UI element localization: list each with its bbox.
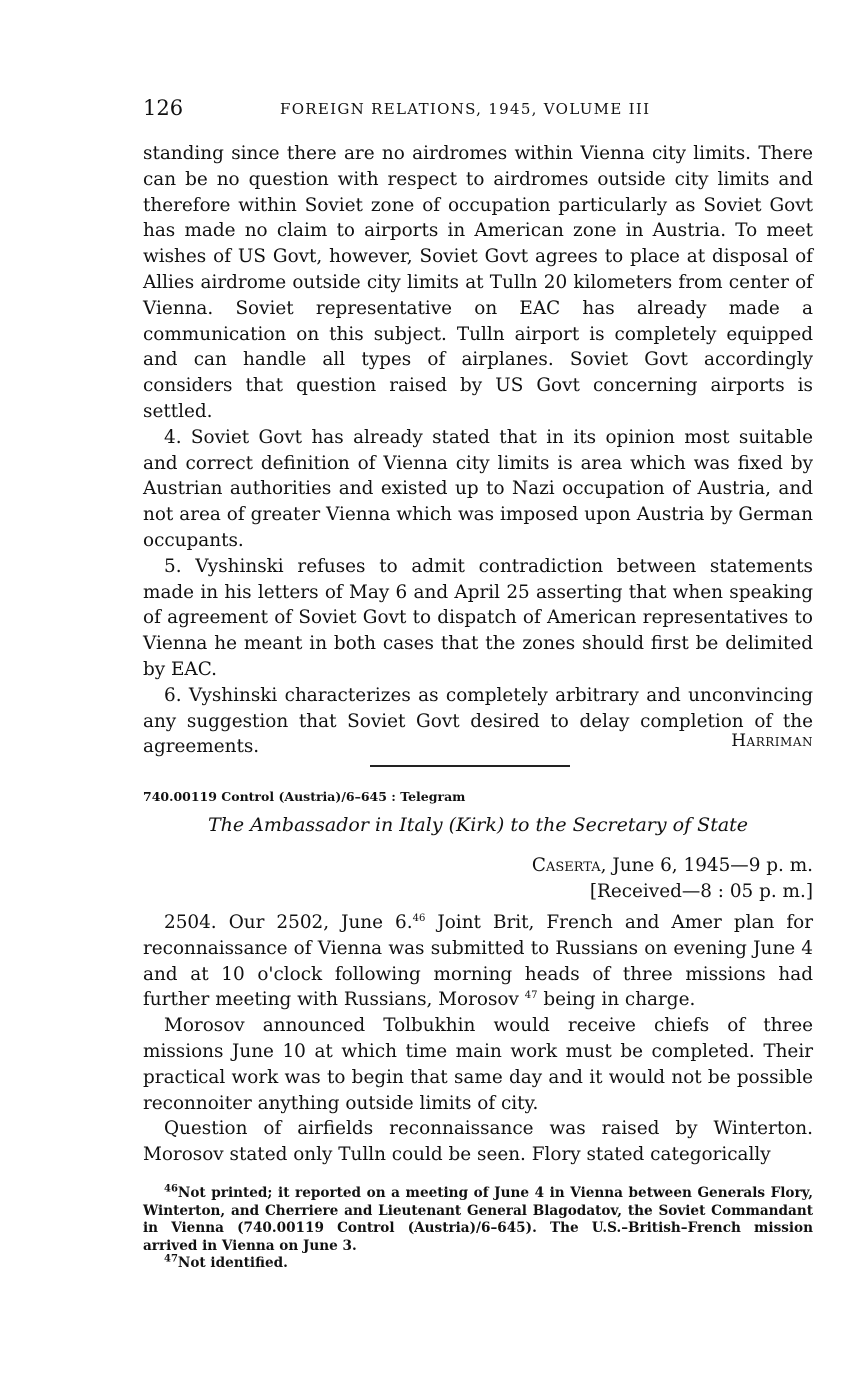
document-title: The Ambassador in Italy (Kirk) to the Secretary of State [207, 814, 749, 836]
footnote [143, 1255, 813, 1273]
signature: Harriman [731, 731, 813, 751]
continuation-text [143, 141, 813, 760]
footnote-marker: 46 [164, 1183, 178, 1195]
telegram-paragraph: Question of airfields reconnaissance was raised by Winterton. Morosov stated only Tulln could be seen. Flory stated categorically [143, 1118, 813, 1166]
footnote-ref: 46 [412, 912, 426, 924]
telegram-paragraph: 2504. Our 2502, June 6.46 Joint Brit, French and Amer plan for reconnaissance of Vienna was submitted to Russians on evening June 4 and at 10 o'clock following morning heads of three missions had further meeting with Russians, Morosov $^{47}$ being in charge. [143, 912, 813, 1011]
footnote-marker: 47 [164, 1253, 178, 1265]
continuation-paragraph: 6. Vyshinski characterizes as completely arbitrary and unconvincing any suggestion that Soviet Govt desired to delay completion of the agreements. [143, 684, 813, 758]
running-header [143, 96, 813, 126]
file-reference: 740.00119 Control (Austria)/6–645 : Telegram [143, 789, 466, 804]
telegram-text [143, 910, 813, 1168]
footnote-text: Not identified. [177, 1255, 288, 1271]
page-number: 126 [143, 96, 184, 120]
telegram-number: 2504. [164, 912, 217, 933]
telegram-paragraph: Morosov announced Tolbukhin would receive chiefs of three missions June 10 at which time main work must be completed. Their practical work was to begin that same day and it would not be possible reconnoiter anything outside limits of city. [143, 1015, 813, 1114]
continuation-paragraph: 4. Soviet Govt has already stated that in its opinion most suitable and correct definition of Vienna city limits is area which was fixed by Austrian authorities and existed up to Nazi occupation of Austria, and not area of greater Vienna which was imposed upon Austria by German occupants. [143, 426, 813, 551]
dateline [143, 855, 813, 876]
received-line: [Received—8 : 05 p. m.] [589, 881, 813, 902]
continuation-paragraph: standing since there are no airdromes within Vienna city limits. There can be no question with respect to airdromes outside city limits and therefore within Soviet zone of occupation particularly as Soviet Govt has made no claim to airports in American zone in Austria. To meet wishes of US Govt, however, Soviet Govt agrees to place at disposal of Allies airdrome outside city limits at Tulln 20 kilometers from center of Vienna. Soviet representative on EAC has already made a communication on this subject. Tulln airport is completely equipped and can handle all types of airplanes. Soviet Govt accordingly considers that question raised by US Govt concerning airports is settled. [143, 143, 813, 422]
dateline-place: Caserta [531, 855, 601, 876]
dateline-date: , June 6, 1945—9 p. m. [600, 855, 813, 876]
footnote-text: Not printed; it reported on a meeting of June 4 in Vienna between Generals Flory, Winterton, and Cherriere and Lieutenant General Blagodatov, the Soviet Commandant in Vienna (740.00119 Control (Austria)/6–645). The U.S.–British–French mission arrived in Vienna on June 3. [143, 1185, 813, 1254]
footnote [143, 1185, 813, 1255]
section-divider [370, 765, 570, 767]
running-title: FOREIGN RELATIONS, 1945, VOLUME III [280, 100, 651, 118]
footnote-ref: 47 [524, 990, 538, 1002]
footnotes [143, 1185, 813, 1273]
continuation-paragraph: 5. Vyshinski refuses to admit contradiction between statements made in his letters of May 6 and April 25 asserting that when speaking of agreement of Soviet Govt to dispatch of American representatives to Vienna he meant in both cases that the zones should first be delimited by EAC. [143, 555, 813, 680]
